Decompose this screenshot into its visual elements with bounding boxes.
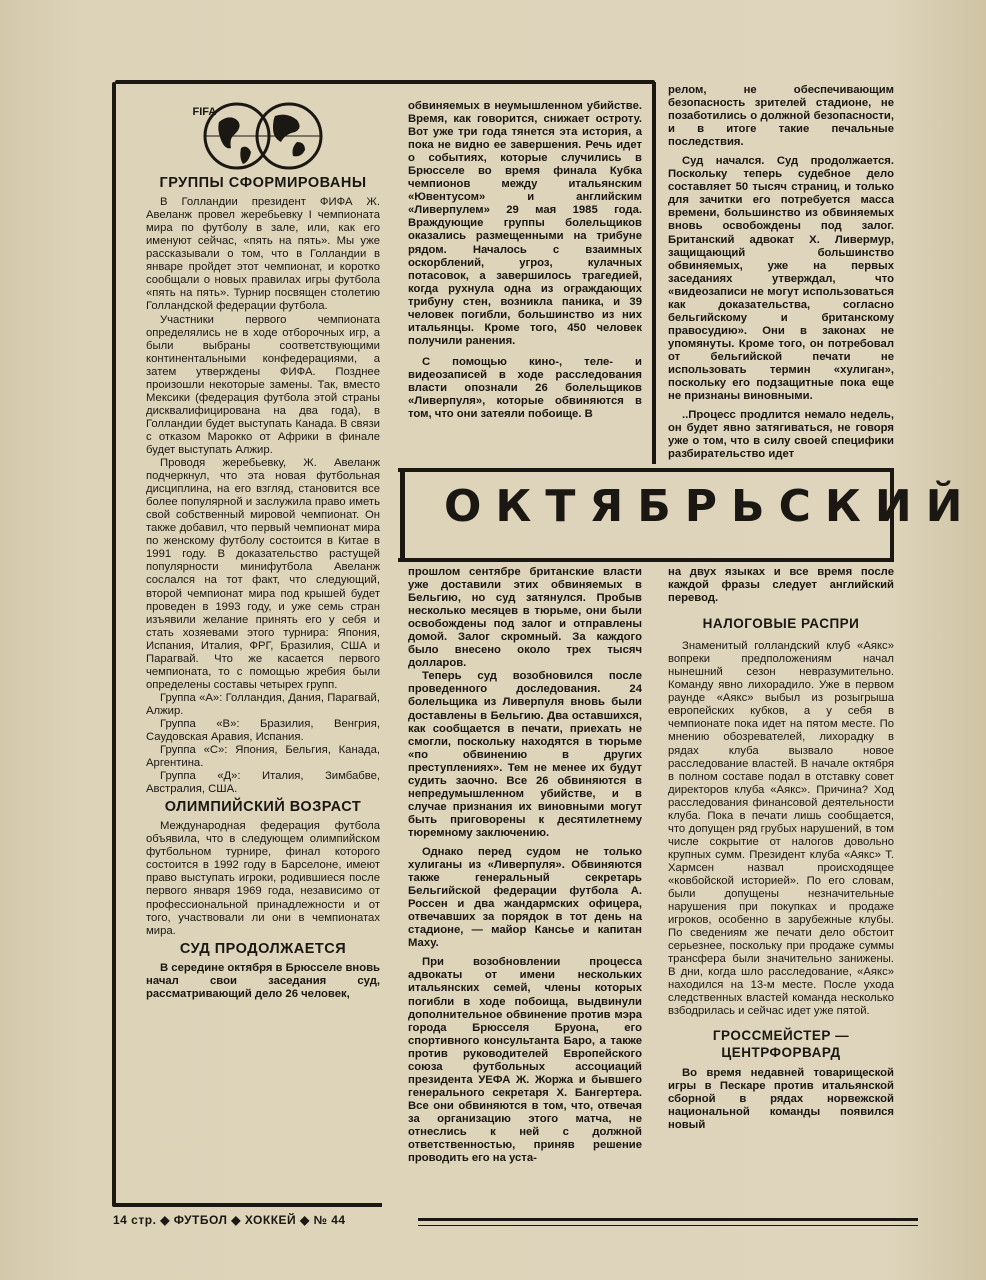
column-4 [408, 566, 642, 1165]
paragraph: Международная федерация футбола объявила, что в следующем олимпийском футбольном турнире, финал которого состоится в 1992 году в Барселоне, имеют право выступать игроки, родившиеся после первого января 1969 года, независимо от профессиональной принадлежности и от того, участвовали ли они в чемпионатах мира. [146, 820, 380, 937]
paragraph: Участники первого чемпионата определялись не в ходе отборочных игр, а были выбраны соответствующими континентальными конфедерациями, а затем утверждены ФИФА. Позднее произошли некоторые замены. Так, вместо Мексики (федерация футбола этой страны дисквалифицирована на два года), в Голландии будет выступать Канада. В связи с отказом Марокко от Африки в финале будет выступать Алжир. [146, 313, 380, 456]
column-3 [668, 84, 894, 461]
column-1 [146, 100, 380, 1001]
paragraph: релом, не обеспечивающим безопасность зрителей стадионе, не позаботились о должной безопасности, и в итоге такие печальные последствия. [668, 84, 894, 149]
paragraph: Проводя жеребьевку, Ж. Авеланж подчеркнул, что эта новая футбольная дисциплина, на его взгляд, становится все более популярной и заслужила право иметь свой собственный мировой чемпионат. Он также добавил, что первый чемпионат мира по женскому футболу состоится в Китае в 1991 году. В доказательство растущей популярности минифутбола Авеланж сослался на тот факт, что следующий, второй чемпионат мира под крышей будет проведен в 1993 году, и уже семь стран изъявили желание принять его у себя и стать хозяевами этого турнира: Япония, Испания, Италия, ФРГ, Бразилия, США и Парагвай. Что же касается первого чемпионата, то с помощью жребия были определены составы четырех групп. [146, 457, 380, 691]
paragraph: При возобновлении процесса адвокаты от имени нескольких итальянских семей, члены которых погибли в ходе побоища, выдвинули дополнительное обвинение против мэра города Брюсселя Бруона, его спортивного консультанта Баро, а также против руководителей Европейского союза футбольных ассоциаций президента УЕФА Ж. Жоржа и бывшего генерального секретаря Х. Бангертера. Все они обвиняются в том, что, отвечая за организацию этого матча, не отнеслись к ней с должной ответственностью, приняв решение проводить его на уста- [408, 956, 642, 1165]
paragraph: Теперь суд возобновился после проведенного доследования. 24 болельщика из Ливерпуля вновь были доставлены в Бельгию. Два оставшихся, как сообщается в печати, приехать не смогли, поскольку находятся в тюрьме «по обвинению в других преступлениях». Тем не менее их будут судить заочно. Все 26 обвиняются в непредумышленном убийстве, и в случае признания их виновными могут быть приговорены к десятилетнему тюремному заключению. [408, 670, 642, 839]
paragraph: Однако перед судом не только хулиганы из «Ливерпуля». Обвиняются также генеральный секретарь Бельгийской федерации футбола А. Россен и два жандармских офицера, отвечавших за порядок в тот день на стадионе, — майор Кансье и капитан Маху. [408, 845, 642, 950]
column-5 [668, 566, 894, 1132]
paragraph: обвиняемых в неумышленном убийстве. Время, как говорится, снижает остроту. Вот уже три года тянется эта история, а пока не видно ее завершения. Речь идет о событиях, которые случились в Брюсселе во время финала Кубка чемпионов между итальянским «Ювентусом» и английским «Ливерпулем» 29 мая 1985 года. Враждующие группы болельщиков оказались размещенными на трибуне рядом. Началось с взаимных оскорблений, угроз, кулачных потасовок, а завершилось трагедией, когда рухнула одна из ограждающих трибуну стен, возникла паника, и 39 человек погибли, большинство из них итальянцы. Кроме того, 450 человек получили ранения. [408, 100, 642, 347]
paragraph: прошлом сентябре британские власти уже доставили этих обвиняемых в Бельгию, но суд затянулся. Пробыв несколько месяцев в тюрьме, они были освобождены под залог и отправлены домой. Залог скромный. За каждого было внесено около трех тысяч долларов. [408, 566, 642, 670]
column-2 [408, 100, 642, 421]
footer-rule-thin [418, 1225, 918, 1226]
paragraph: Суд начался. Суд продолжается. Поскольку теперь судебное дело составляет 50 тысяч страниц, и только для зачитки его потребуется масса времени, большинство из обвиняемых вновь освобождены под залог. Британский адвокат Х. Ливермур, защищающий большинство обвиняемых, уже на первых заседаниях утверждал, что «видеозаписи не могут использоваться как доказательства, согласно бельгийскому и британскому правосудию». Они в законах не упомянуты. Кроме того, он потребовал от бельгийской печати не использовать термин «хулиган», поскольку его подзащитные пока еще не признаны виновными. [668, 155, 894, 403]
paragraph: Во время недавней товарищеской игры в Пескаре против итальянской сборной в рядах норвежской национальной команды появился новый [668, 1066, 894, 1131]
paragraph: Знаменитый голландский клуб «Аякс» вопреки предположениям начал нынешний сезон невразумительно. Команду явно лихорадило. Уже в первом раунде «Аякс» выбыл из розыгрыша европейских кубков, а у себя в чемпионате пока идет на пятом месте. По мнению обозревателей, лихорадку в рядах клуба вызвало новое расследование властей. В начале октября в полном составе подал в отставку совет директоров клуба «Аякс». Причина? Ход расследования финансовой деятельности клуба. Пока в печати лишь сообщается, что допущен ряд грубых нарушений, в том числе сокрытие от налогов довольно крупных сумм. Президент клуба «Аякс» Т. Хармсен назвал происходящее «ковбойской историей». По его словам, были допущены незначительные нарушения при покупках и продаже игроков, особенно в зарубежные клубы. По сведениям же печати дело обстоит серьезнее, поскольку при продаже суммы трансфера были значительно занижены. В дни, когда шло расследование, «Аякс» находился на 13-м месте. После ухода следственных властей команда несколько взбодрилась и сейчас идет уже пятой. [668, 640, 894, 1018]
heading-grandmaster: ГРОССМЕЙСТЕР — ЦЕНТРФОРВАРД [712, 1027, 850, 1060]
group-a: Группа «А»: Голландия, Дания, Парагвай, Алжир. [146, 691, 380, 717]
paragraph: ..Процесс продлится немало недель, он будет явно затягиваться, не говоря уже о том, что в силу своей специфики разбирательство идет [668, 409, 894, 461]
group-b: Группа «В»: Бразилия, Венгрия, Саудовская Аравия, Испания. [146, 717, 380, 744]
frame-rule-top [115, 80, 655, 84]
page-footer: 14 стр. ◆ ФУТБОЛ ◆ ХОККЕЙ ◆ № 44 [113, 1213, 346, 1227]
heading-court: СУД ПРОДОЛЖАЕТСЯ [179, 940, 347, 957]
paragraph: на двух языках и все время после каждой фразы следует английский перевод. [668, 566, 894, 605]
heading-olympic-age: ОЛИМПИЙСКИЙ ВОЗРАСТ [164, 799, 362, 816]
fifa-logo [191, 100, 336, 119]
group-d: Группа «Д»: Италия, Зимбабве, Австралия, США. [146, 770, 380, 796]
paragraph: С помощью кино-, теле- и видеозаписей в ходе расследования власти опознали 26 болельщиков «Ливерпуля», которые обвиняются в том, что они затеяли побоище. В [408, 355, 642, 421]
banner-bar [400, 470, 405, 560]
globe-icon [201, 100, 325, 172]
heading-tax-disputes: НАЛОГОВЫЕ РАСПРИ [702, 616, 860, 632]
frame-rule-left [112, 82, 116, 1207]
heading-groups: ГРУППЫ СФОРМИРОВАНЫ [159, 175, 367, 192]
fifa-label: FIFA [192, 106, 217, 119]
frame-rule-right [652, 82, 656, 464]
group-c: Группа «С»: Япония, Бельгия, Канада, Аргентина. [146, 744, 380, 770]
footer-rule [418, 1218, 918, 1221]
paragraph: В середине октября в Брюсселе вновь начал свои заседания суд, рассматривающий дело 26 человек, [146, 961, 381, 1000]
paragraph: В Голландии президент ФИФА Ж. Авеланж провел жеребьевку I чемпионата мира по футболу в зале, или, как его именуют сейчас, «пять на пять». Мы уже рассказывали о том, что в Голландии в январе пройдет этот чемпионат, и коротко сообщали о новых правилах игры футбола «пять на пять». Турнир посвящен столетию Голландской федерации футбола. [146, 196, 380, 313]
frame-rule-bottom [114, 1203, 382, 1207]
banner-title: ОКТЯБРЬСКИЙ [444, 481, 977, 532]
